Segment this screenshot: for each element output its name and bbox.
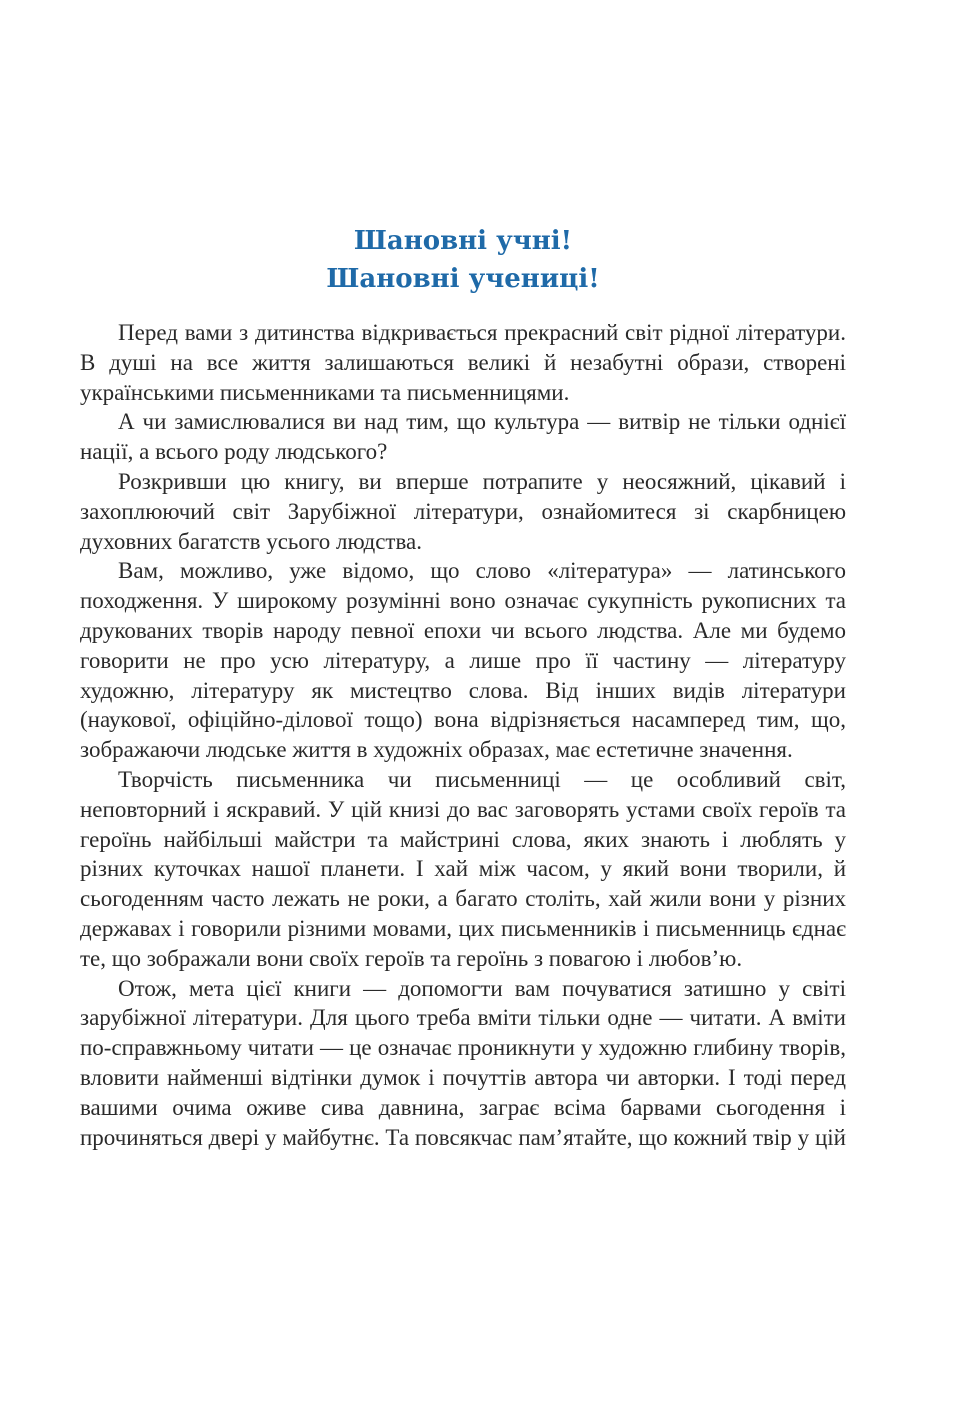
paragraph-5: Творчість письменника чи письменниці — це особливий світ, неповторний і яскравий. У цій книзі до вас заговорять устами своїх героїв та героїнь найбільші майстри та майстрині слова, яких знають і люблять у різних куточках нашої планети. І хай між часом, у який вони творили, й сьогоденням часто лежать не роки, а багато століть, хай жили вони у різних державах і говорили різними мовами, цих письменників і письменниць єднає те, що зображали вони своїх героїв та героїнь з повагою і любов’ю. (80, 766, 846, 971)
paragraph-6: Отож, мета цієї книги — допомогти вам почуватися затишно у світі зарубіжної літератури. Для цього треба вміти тільки одне — читати. А вміти по-справжньому читати — це означає проникнути у художню глибину творів, вловити найменші відтінки думок і почуттів автора чи авторки. І тоді перед вашими очима оживе сива давнина, заграє всіма барвами сьогодення і прочиняться двері у майбутнє. Та повсякчас пам’ятайте, що кожний твір у цій (80, 975, 846, 1150)
page-title (80, 222, 846, 298)
body-text (80, 318, 846, 1152)
paragraph-1: Перед вами з дитинства відкривається прекрасний світ рідної літератури. В душі на все життя залишаються великі й незабутні образи, створені українськими письменниками та письменницями. (80, 320, 846, 405)
paragraph-2: А чи замислювалися ви над тим, що культура — витвір не тільки однієї нації, а всього роду людського? (80, 409, 846, 465)
title-line-2: Шановні учениці! (326, 264, 600, 294)
title-line-1: Шановні учні! (353, 226, 573, 256)
paragraph-3: Розкривши цю книгу, ви вперше потрапите у неосяжний, цікавий і захоплюючий світ Зарубіжної літератури, ознайомитеся зі скарбницею духовних багатств усього людства. (80, 468, 846, 554)
paragraph-4: Вам, можливо, уже відомо, що слово «література» — латинського походження. У широкому розумінні воно означає сукупність рукописних та друкованих творів народу певної епохи чи всього людства. Але ми будемо говорити не про усю літературу, а лише про її частину — літературу художню, літературу як мистецтво слова. Від інших видів літератури (наукової, офіційно-ділової тощо) вона відрізняється насамперед тим, що, зображаючи людське життя в художніх образах, має естетичне значення. (80, 558, 846, 763)
page (80, 222, 846, 1152)
